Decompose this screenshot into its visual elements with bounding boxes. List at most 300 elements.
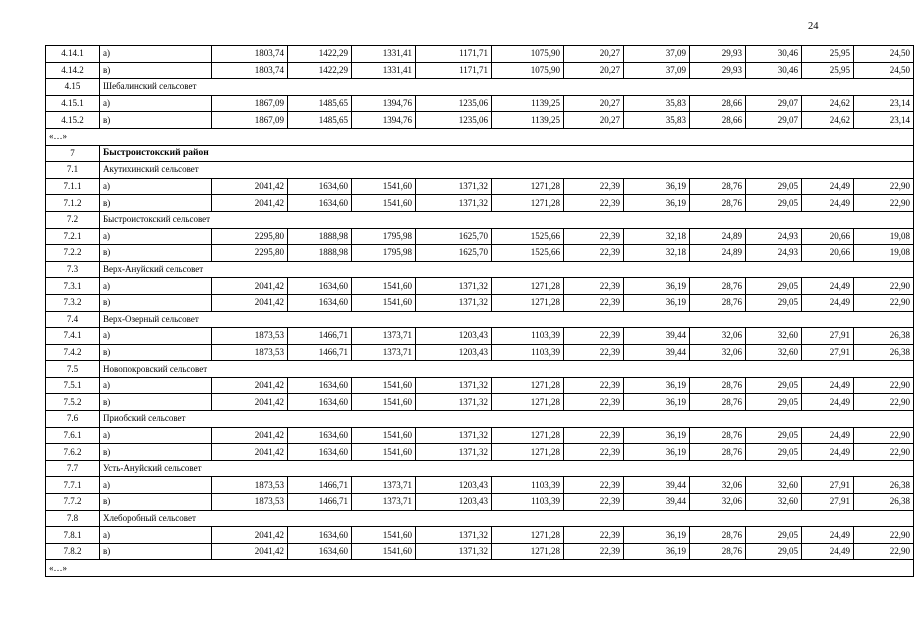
value-cell: 1235,06 [416,95,492,112]
value-cell: 36,19 [624,195,690,212]
value-cell: 2041,42 [212,278,288,295]
value-cell: 1139,25 [492,95,564,112]
table-row [46,195,914,212]
value-cell: 1271,28 [492,527,564,544]
value-cell: 1371,32 [416,394,492,411]
value-cell: 22,39 [564,527,624,544]
value-cell: 36,19 [624,278,690,295]
value-cell: 1485,65 [288,112,352,129]
value-cell: 36,19 [624,394,690,411]
section-title: Усть-Ануйский сельсовет [100,460,914,477]
row-variant: в) [100,494,212,511]
value-cell: 22,39 [564,543,624,560]
section-title: Верх-Озерный сельсовет [100,311,914,328]
value-cell: 32,18 [624,228,690,245]
row-number: 7.4.1 [46,328,100,345]
value-cell: 28,76 [690,543,746,560]
district-title: Быстроистокский район [100,145,914,162]
row-number: 7.3.2 [46,294,100,311]
value-cell: 1888,98 [288,228,352,245]
section-header-row [46,361,914,378]
table-row [46,294,914,311]
row-number: 7.7.1 [46,477,100,494]
value-cell: 22,39 [564,178,624,195]
value-cell: 32,06 [690,477,746,494]
value-cell: 35,83 [624,112,690,129]
value-cell: 30,46 [746,46,802,63]
row-variant: а) [100,477,212,494]
value-cell: 29,05 [746,278,802,295]
page-number: 24 [808,21,819,32]
value-cell: 24,50 [854,62,914,79]
value-cell: 22,39 [564,278,624,295]
value-cell: 27,91 [802,328,854,345]
value-cell: 2041,42 [212,294,288,311]
value-cell: 1271,28 [492,178,564,195]
section-header-row [46,311,914,328]
value-cell: 36,19 [624,527,690,544]
row-number: 7.6.1 [46,427,100,444]
value-cell: 22,90 [854,394,914,411]
value-cell: 1873,53 [212,477,288,494]
section-title: Верх-Ануйский сельсовет [100,261,914,278]
value-cell: 1371,32 [416,294,492,311]
value-cell: 28,66 [690,95,746,112]
section-header-row [46,510,914,527]
value-cell: 1873,53 [212,328,288,345]
value-cell: 1873,53 [212,494,288,511]
value-cell: 29,07 [746,112,802,129]
table-row [46,62,914,79]
value-cell: 24,49 [802,444,854,461]
row-variant: в) [100,344,212,361]
value-cell: 1634,60 [288,427,352,444]
value-cell: 1466,71 [288,477,352,494]
row-variant: в) [100,294,212,311]
value-cell: 22,39 [564,328,624,345]
value-cell: 23,14 [854,95,914,112]
value-cell: 1625,70 [416,228,492,245]
value-cell: 2295,80 [212,245,288,262]
value-cell: 20,27 [564,62,624,79]
value-cell: 1803,74 [212,62,288,79]
value-cell: 1271,28 [492,394,564,411]
value-cell: 27,91 [802,344,854,361]
section-title: Приобский сельсовет [100,411,914,428]
section-header-row [46,411,914,428]
ellipsis-marker: «…» [46,128,914,145]
value-cell: 22,39 [564,228,624,245]
value-cell: 20,27 [564,112,624,129]
value-cell: 22,39 [564,477,624,494]
value-cell: 22,90 [854,195,914,212]
value-cell: 22,39 [564,444,624,461]
table-row [46,494,914,511]
row-variant: в) [100,195,212,212]
value-cell: 1466,71 [288,328,352,345]
section-number: 7.3 [46,261,100,278]
section-number: 4.15 [46,79,100,96]
section-number: 7.2 [46,211,100,228]
value-cell: 39,44 [624,494,690,511]
value-cell: 22,90 [854,527,914,544]
value-cell: 1541,60 [352,377,416,394]
value-cell: 1271,28 [492,195,564,212]
value-cell: 22,39 [564,344,624,361]
value-cell: 1394,76 [352,112,416,129]
value-cell: 1634,60 [288,543,352,560]
table-row [46,477,914,494]
value-cell: 32,60 [746,344,802,361]
value-cell: 29,05 [746,444,802,461]
row-number: 7.6.2 [46,444,100,461]
value-cell: 22,39 [564,377,624,394]
value-cell: 29,05 [746,427,802,444]
value-cell: 1371,32 [416,278,492,295]
table-row [46,444,914,461]
value-cell: 1203,43 [416,477,492,494]
value-cell: 1394,76 [352,95,416,112]
row-number: 7.1.2 [46,195,100,212]
value-cell: 1075,90 [492,46,564,63]
value-cell: 29,93 [690,62,746,79]
section-header-row [46,211,914,228]
value-cell: 1634,60 [288,377,352,394]
value-cell: 1485,65 [288,95,352,112]
value-cell: 24,62 [802,112,854,129]
value-cell: 1371,32 [416,527,492,544]
value-cell: 27,91 [802,477,854,494]
value-cell: 1271,28 [492,377,564,394]
section-title: Хлеборобный сельсовет [100,510,914,527]
row-variant: а) [100,527,212,544]
value-cell: 32,06 [690,328,746,345]
section-number: 7.5 [46,361,100,378]
value-cell: 36,19 [624,543,690,560]
section-number: 7.1 [46,162,100,179]
value-cell: 1075,90 [492,62,564,79]
section-title: Акутихинский сельсовет [100,162,914,179]
value-cell: 2295,80 [212,228,288,245]
value-cell: 24,49 [802,527,854,544]
value-cell: 1634,60 [288,294,352,311]
value-cell: 1541,60 [352,543,416,560]
value-cell: 1625,70 [416,245,492,262]
value-cell: 1525,66 [492,245,564,262]
value-cell: 28,76 [690,394,746,411]
value-cell: 1422,29 [288,62,352,79]
value-cell: 22,90 [854,427,914,444]
row-variant: а) [100,377,212,394]
value-cell: 1235,06 [416,112,492,129]
value-cell: 1634,60 [288,394,352,411]
table-row [46,344,914,361]
table-body [46,46,914,577]
row-variant: а) [100,427,212,444]
value-cell: 1803,74 [212,46,288,63]
value-cell: 20,66 [802,228,854,245]
value-cell: 1203,43 [416,344,492,361]
value-cell: 29,07 [746,95,802,112]
row-number: 7.2.1 [46,228,100,245]
table-row [46,328,914,345]
value-cell: 20,27 [564,46,624,63]
table-row [46,112,914,129]
section-title: Быстроистокский сельсовет [100,211,914,228]
value-cell: 36,19 [624,377,690,394]
table-row [46,278,914,295]
value-cell: 1867,09 [212,112,288,129]
value-cell: 1171,71 [416,62,492,79]
value-cell: 24,89 [690,228,746,245]
value-cell: 1203,43 [416,494,492,511]
row-number: 4.14.2 [46,62,100,79]
value-cell: 2041,42 [212,427,288,444]
value-cell: 26,38 [854,344,914,361]
value-cell: 1371,32 [416,543,492,560]
value-cell: 1371,32 [416,195,492,212]
table-row [46,228,914,245]
value-cell: 29,93 [690,46,746,63]
row-number: 4.15.1 [46,95,100,112]
value-cell: 24,49 [802,543,854,560]
value-cell: 22,39 [564,394,624,411]
row-variant: в) [100,245,212,262]
row-number: 4.14.1 [46,46,100,63]
value-cell: 32,60 [746,477,802,494]
value-cell: 1541,60 [352,444,416,461]
value-cell: 2041,42 [212,394,288,411]
value-cell: 1466,71 [288,494,352,511]
value-cell: 28,66 [690,112,746,129]
row-number: 7.5.2 [46,394,100,411]
tariff-table [45,45,914,577]
row-number: 4.15.2 [46,112,100,129]
value-cell: 22,90 [854,278,914,295]
value-cell: 36,19 [624,444,690,461]
value-cell: 19,08 [854,228,914,245]
row-variant: в) [100,62,212,79]
value-cell: 27,91 [802,494,854,511]
value-cell: 1271,28 [492,294,564,311]
value-cell: 24,49 [802,377,854,394]
value-cell: 1373,71 [352,494,416,511]
value-cell: 35,83 [624,95,690,112]
section-number: 7.7 [46,460,100,477]
value-cell: 24,50 [854,46,914,63]
value-cell: 29,05 [746,527,802,544]
value-cell: 1103,39 [492,328,564,345]
row-number: 7.1.1 [46,178,100,195]
value-cell: 1795,98 [352,245,416,262]
value-cell: 22,39 [564,494,624,511]
value-cell: 24,93 [746,228,802,245]
district-header-row [46,145,914,162]
value-cell: 1171,71 [416,46,492,63]
value-cell: 1634,60 [288,278,352,295]
section-title: Новопокровский сельсовет [100,361,914,378]
value-cell: 30,46 [746,62,802,79]
value-cell: 26,38 [854,477,914,494]
value-cell: 36,19 [624,427,690,444]
value-cell: 1373,71 [352,328,416,345]
value-cell: 29,05 [746,394,802,411]
value-cell: 37,09 [624,62,690,79]
value-cell: 37,09 [624,46,690,63]
value-cell: 22,90 [854,294,914,311]
value-cell: 28,76 [690,178,746,195]
value-cell: 1541,60 [352,195,416,212]
value-cell: 1103,39 [492,477,564,494]
value-cell: 22,39 [564,195,624,212]
value-cell: 1271,28 [492,427,564,444]
row-variant: в) [100,444,212,461]
table-row [46,95,914,112]
value-cell: 24,49 [802,394,854,411]
value-cell: 1634,60 [288,178,352,195]
value-cell: 1331,41 [352,46,416,63]
value-cell: 32,60 [746,494,802,511]
value-cell: 1541,60 [352,427,416,444]
value-cell: 28,76 [690,527,746,544]
value-cell: 22,39 [564,245,624,262]
value-cell: 1873,53 [212,344,288,361]
row-variant: а) [100,46,212,63]
value-cell: 1271,28 [492,278,564,295]
section-header-row [46,460,914,477]
section-header-row [46,261,914,278]
value-cell: 1466,71 [288,344,352,361]
value-cell: 24,49 [802,195,854,212]
value-cell: 23,14 [854,112,914,129]
table-row [46,394,914,411]
row-number: 7.2.2 [46,245,100,262]
value-cell: 32,18 [624,245,690,262]
table-row [46,527,914,544]
value-cell: 1541,60 [352,527,416,544]
value-cell: 39,44 [624,328,690,345]
section-number: 7.6 [46,411,100,428]
value-cell: 24,49 [802,278,854,295]
value-cell: 22,90 [854,444,914,461]
row-number: 7.4.2 [46,344,100,361]
value-cell: 25,95 [802,46,854,63]
value-cell: 1541,60 [352,394,416,411]
value-cell: 1271,28 [492,444,564,461]
table-row [46,178,914,195]
value-cell: 1373,71 [352,344,416,361]
table-row [46,46,914,63]
value-cell: 1373,71 [352,477,416,494]
value-cell: 1541,60 [352,178,416,195]
value-cell: 24,49 [802,427,854,444]
table-row [46,543,914,560]
value-cell: 1371,32 [416,178,492,195]
value-cell: 1634,60 [288,527,352,544]
value-cell: 1371,32 [416,444,492,461]
value-cell: 24,49 [802,178,854,195]
row-number: 7.5.1 [46,377,100,394]
value-cell: 28,76 [690,427,746,444]
value-cell: 24,62 [802,95,854,112]
section-number: 7.8 [46,510,100,527]
section-number: 7.4 [46,311,100,328]
ellipsis-row [46,560,914,577]
value-cell: 2041,42 [212,527,288,544]
value-cell: 36,19 [624,294,690,311]
value-cell: 28,76 [690,195,746,212]
value-cell: 24,93 [746,245,802,262]
value-cell: 1795,98 [352,228,416,245]
value-cell: 29,05 [746,543,802,560]
row-variant: а) [100,228,212,245]
row-number: 7.7.2 [46,494,100,511]
value-cell: 22,90 [854,178,914,195]
ellipsis-marker: «…» [46,560,914,577]
row-variant: а) [100,95,212,112]
value-cell: 1867,09 [212,95,288,112]
value-cell: 29,05 [746,377,802,394]
value-cell: 1634,60 [288,195,352,212]
value-cell: 25,95 [802,62,854,79]
value-cell: 1203,43 [416,328,492,345]
value-cell: 26,38 [854,494,914,511]
value-cell: 28,76 [690,294,746,311]
row-variant: а) [100,278,212,295]
table-row [46,427,914,444]
value-cell: 1103,39 [492,494,564,511]
value-cell: 2041,42 [212,377,288,394]
table-row [46,377,914,394]
value-cell: 29,05 [746,294,802,311]
section-number: 7 [46,145,100,162]
value-cell: 1634,60 [288,444,352,461]
value-cell: 1271,28 [492,543,564,560]
value-cell: 22,90 [854,543,914,560]
row-number: 7.3.1 [46,278,100,295]
value-cell: 19,08 [854,245,914,262]
value-cell: 1331,41 [352,62,416,79]
value-cell: 1103,39 [492,344,564,361]
row-variant: в) [100,112,212,129]
value-cell: 2041,42 [212,444,288,461]
section-title: Шебалинский сельсовет [100,79,914,96]
value-cell: 32,06 [690,494,746,511]
row-variant: а) [100,178,212,195]
value-cell: 24,89 [690,245,746,262]
row-number: 7.8.2 [46,543,100,560]
value-cell: 24,49 [802,294,854,311]
value-cell: 39,44 [624,344,690,361]
value-cell: 1541,60 [352,294,416,311]
value-cell: 20,27 [564,95,624,112]
value-cell: 39,44 [624,477,690,494]
value-cell: 28,76 [690,377,746,394]
value-cell: 28,76 [690,444,746,461]
row-variant: в) [100,543,212,560]
value-cell: 29,05 [746,195,802,212]
value-cell: 1422,29 [288,46,352,63]
row-number: 7.8.1 [46,527,100,544]
value-cell: 32,06 [690,344,746,361]
value-cell: 1371,32 [416,427,492,444]
value-cell: 1888,98 [288,245,352,262]
value-cell: 1139,25 [492,112,564,129]
value-cell: 22,90 [854,377,914,394]
ellipsis-row [46,128,914,145]
row-variant: а) [100,328,212,345]
value-cell: 22,39 [564,294,624,311]
